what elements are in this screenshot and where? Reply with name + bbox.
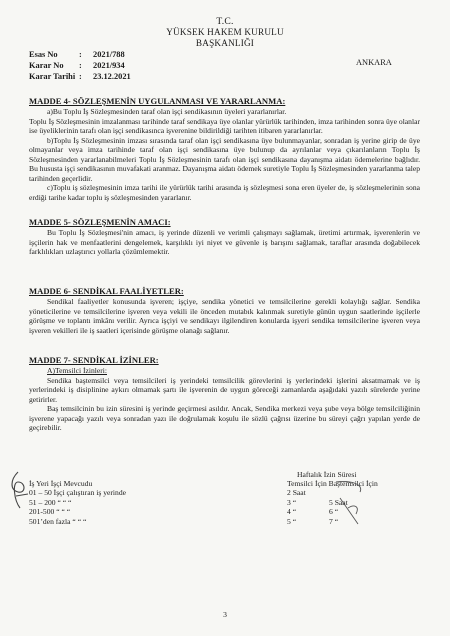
madde-4-b: b)Toplu İş Sözleşmesinin imzası sırasında taraf olan işçi sendikasına üye bulunmayanlar, sonradan iş yerine girip de üye olmayanlar veya imza tarihinde taraf olan işçi sendikasına üye bulunup da ayrılanlar veya çıkarılanların Toplu İş Sözleşmesinden yararlanabilmeleri Toplu İş Sözleşmesinin tarafı olan işçi sendikasına dayanışma aidatı ödemelerine bağlıdır. Bu hususta işçi sendikasının muvafakati aranmaz. Dayanışma aidatı ödemek suretiyle Toplu İş Sözleşmesinden yararlanma talep tarihinden geçerlidir.: [29, 135, 420, 183]
row-temsilci: 5 “: [287, 516, 297, 526]
city-label: ANKARA: [356, 58, 392, 67]
madde-4-section: [29, 97, 420, 202]
madde-4-a: a)Bu Toplu İş Sözleşmesinden taraf olan işçi sendikasının üyeleri yararlanırlar.: [47, 107, 287, 117]
table-header-left: İş Yeri İşçi Mevcudu: [29, 479, 93, 488]
row-range: 51 – 200 “ “ “: [29, 497, 72, 507]
row-bas: 7 “: [329, 516, 339, 526]
row-bas: 6 “: [329, 507, 339, 517]
esas-no-line: [29, 50, 125, 59]
row-range: 01 – 50 İşçi çalıştıran iş yerinde: [29, 488, 127, 498]
page-number: 3: [223, 610, 227, 619]
row-range: 201-500 “ “ “: [29, 507, 71, 517]
madde-6-title: MADDE 6- SENDİKAL FAALİYETLER:: [29, 286, 184, 296]
header-office: BAŞKANLIĞI: [195, 38, 255, 48]
karar-no-line: [29, 61, 125, 70]
madde-4-title: MADDE 4- SÖZLEŞMENİN UYGULANMASI VE YARARLANMA:: [29, 96, 286, 106]
colon: :: [79, 50, 82, 59]
madde-7-subtitle: A)Temsilci İzinleri:: [47, 366, 107, 376]
esas-label: Esas No: [29, 50, 58, 59]
esas-value: 2021/788: [93, 50, 125, 59]
row-temsilci: 3 “: [287, 497, 297, 507]
madde-6-text: Sendikal faaliyetler konusunda işveren; işçiye, sendika yönetici ve temsilcilerine gerekli kolaylığı sağlar. Sendika yöneticilerine ve temsilcilerine işveren veya vekili ile önceden mutabık kalınmak suretiyle günün uygun saatlerinde işçilerle görüşme ve toplantı imkânı verilir. Ayrıca işçiyi ve sendikayı ilgilendiren konularda işyeri sendika temsilcilerine işveren veya işveren vekilleri ile iş saatleri içerisinde görüşme olanağı sağlanır.: [29, 297, 420, 335]
karar-label: Karar No: [29, 61, 64, 70]
tarih-label: Karar Tarihi: [29, 72, 76, 81]
header-tc: T.C.: [216, 16, 234, 27]
madde-5-title: MADDE 5- SÖZLEŞMENİN AMACI:: [29, 217, 171, 227]
tarih-value: 23.12.2021: [93, 72, 131, 81]
row-temsilci: 2 Saat: [287, 488, 306, 498]
header-court: YÜKSEK HAKEM KURULU: [166, 27, 284, 37]
madde-7-p2: Baş temsilcinin bu izin süresini iş yerinde geçirmesi asıldır. Ancak, Sendika merkezi veya şube veya bölge temsilciliğinin işverene yapacağı yazılı veya sonradan yazı ile doğrulamak koşulu ile sözlü çağrısı üzerine bu süreyi çağrı yapılan yerde de geçirebilir.: [29, 404, 420, 433]
table-header-right: Temsilci İçin Baştemsilci İçin: [287, 479, 378, 488]
row-bas: 5 Saat: [329, 497, 348, 507]
madde-5-text: Bu Toplu İş Sözleşmesi'nin amacı, iş yerinde düzenli ve verimli çalışmayı sağlamak, üretimi artırmak, işverenlerin ve işçilerin hak ve menfaatlerini dengelemek, karşılıklı iyi niyet ve güvenle iş barışını sağlamak, taraflar arasında doğabilecek farklılıkları uzlaştırıcı yollarla çözümlemektir.: [29, 228, 420, 257]
madde-7-p1: Sendika baştemsilci veya temsilcileri iş yerindeki temsilcilik görevlerini iş yerlerindeki işlerini aksatmamak ve iş yerlerindeki iş disiplinine aykırı olmamak şartı ile işverenin de uygun göreceği zamanlarda aşağıdaki yazılı sürelerde yerine getirirler.: [29, 375, 420, 404]
madde-4-c: c)Toplu iş sözleşmesinin imza tarihi ile yürürlük tarihi arasında iş sözleşmesi sona eren üyeler de, iş sözleşmelerinin sona erdiği tarihe kadar toplu iş sözleşmesinden yararlanır.: [29, 183, 420, 202]
row-range: 501’den fazla “ “ “: [29, 516, 87, 526]
karar-tarihi-line: [29, 72, 131, 81]
madde-4-a2: Toplu İş Sözleşmesinin imzalanması tarihinde taraf sendikaya üye olanlar yürürlük tarihinden, imza tarihinden sonra üye olanlar ise üyeliklerinin tarafı olan işçi sendikasınca işverenine bildirildiği tarihten itibaren yararlanırlar.: [29, 116, 420, 136]
madde-6-section: [29, 287, 420, 335]
handwritten-mark: [330, 478, 370, 528]
madde-7-title: MADDE 7- SENDİKAL İZİNLER:: [29, 355, 159, 365]
signature-mark: [4, 466, 40, 516]
madde-5-section: [29, 218, 420, 257]
colon: :: [79, 72, 82, 81]
madde-7-section: [29, 356, 420, 433]
karar-value: 2021/934: [93, 61, 125, 70]
row-temsilci: 4 “: [287, 507, 297, 517]
table-header-top: Haftalık İzin Süresi: [297, 470, 357, 479]
colon: :: [79, 61, 82, 70]
